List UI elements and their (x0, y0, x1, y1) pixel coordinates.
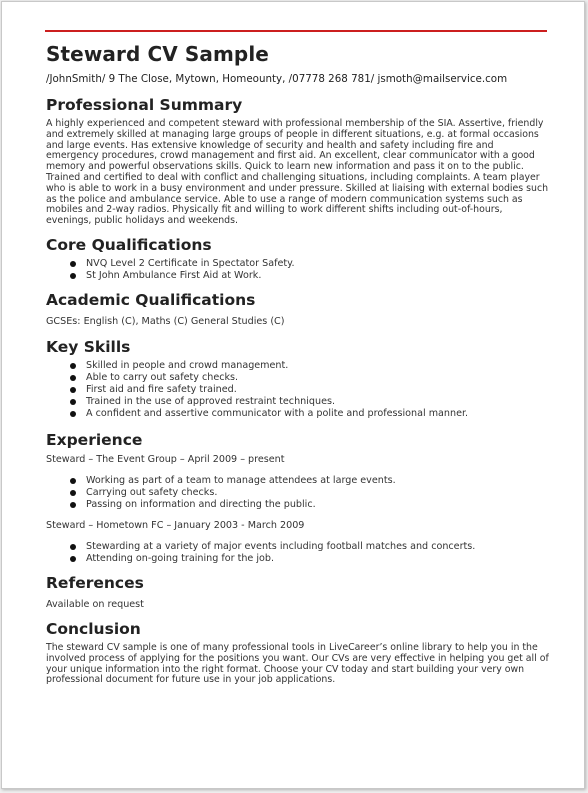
list-item: Trained in the use of approved restraint techniques. (70, 396, 549, 408)
job-duties-list (46, 475, 549, 511)
experience-section (46, 430, 549, 565)
contact-line: /JohnSmith/ 9 The Close, Mytown, Homeounty, /07778 268 781/ jsmoth@mailservice.com (46, 73, 508, 85)
list-item: Working as part of a team to manage attendees at large events. (70, 475, 549, 487)
job-heading: Steward – Hometown FC – January 2003 - March 2009 (46, 519, 305, 531)
list-item: Attending on-going training for the job. (70, 553, 549, 565)
list-item: St John Ambulance First Aid at Work. (70, 270, 549, 282)
conclusion-title: Conclusion (46, 619, 141, 638)
core-section (46, 235, 549, 282)
summary-section (46, 95, 549, 227)
references-section (46, 573, 549, 611)
accent-divider (45, 30, 547, 32)
summary-text: A highly experienced and competent steward with professional membership of the SIA. Assertive, friendly and extremely skilled at managing large groups of people in different situations, e.g. at formal occasions and large events. Has extensive knowledge of security and health and safety including fire and emergency procedures, crowd management and first aid. An excellent, clear communicator with a good memory and powerful observations skills. Quick to learn new information and pass it on to the public. Trained and certified to deal with conflict and challenging situations, including complaints. A team player who is able to work in a busy environment and under pressure. Skilled at liaising with external bodies such as the police and ambulance service. Able to use a range of modern communication systems such as mobiles and 2-way radios. Physically fit and willing to work different shifts including out-of-hours, evenings, public holidays and weekends. (46, 118, 549, 227)
list-item: Passing on information and directing the public. (70, 499, 549, 511)
references-title: References (46, 573, 144, 592)
list-item: Skilled in people and crowd management. (70, 360, 549, 372)
references-text: Available on request (46, 598, 144, 610)
list-item: Able to carry out safety checks. (70, 372, 549, 384)
list-item: First aid and fire safety trained. (70, 384, 549, 396)
experience-title: Experience (46, 430, 143, 449)
academic-section (46, 290, 549, 328)
conclusion-text: The steward CV sample is one of many professional tools in LiveCareer’s online library to help you in the involved process of applying for the positions you want. Our CVs are very effective in helping you get all of your unique information into the right format. Choose your CV today and start building your very own professional document for future use in your job applications. (46, 641, 549, 686)
academic-text: GCSEs: English (C), Maths (C) General Studies (C) (46, 315, 285, 327)
list-item: Carrying out safety checks. (70, 487, 549, 499)
list-item: Stewarding at a variety of major events including football matches and concerts. (70, 541, 549, 553)
job-heading: Steward – The Event Group – April 2009 – present (46, 453, 285, 465)
list-item: NVQ Level 2 Certificate in Spectator Safety. (70, 258, 549, 270)
skills-title: Key Skills (46, 337, 131, 356)
academic-title: Academic Qualifications (46, 290, 256, 309)
conclusion-section (46, 619, 549, 686)
job-duties-list (46, 541, 549, 565)
cv-page (1, 1, 585, 789)
core-list (46, 258, 549, 282)
cv-content (46, 41, 549, 686)
list-item: A confident and assertive communicator with a polite and professional manner. (70, 408, 549, 420)
skills-section (46, 337, 549, 420)
summary-title: Professional Summary (46, 96, 243, 114)
core-title: Core Qualifications (46, 235, 212, 254)
cv-name: Steward CV Sample (46, 42, 269, 66)
skills-list (46, 360, 549, 420)
